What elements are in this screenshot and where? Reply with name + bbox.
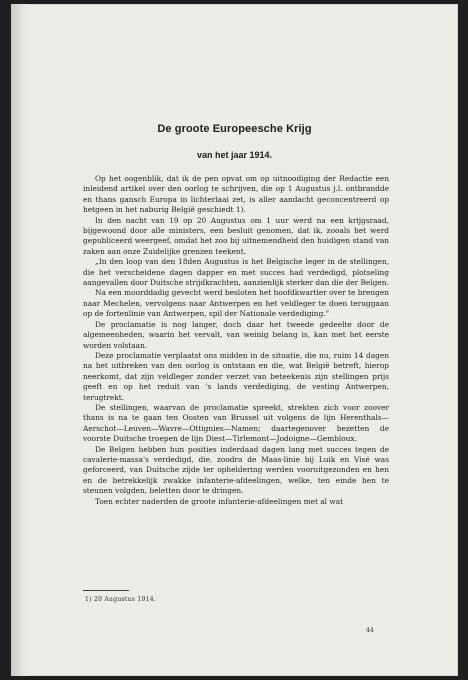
paragraph: Deze proclamatie verplaatst ons midden in de situatie, die nu, ruim 14 dagen na het uitbreken van den oorlog is ontstaan en die, wat België betreft, hierop neerkomt, dat zijn veldleger zonder verzet van beteekenis zijn stellingen prijs geeft en op het reduit van 's lands verdediging, de vesting Antwerpen, terugtrekt. — [83, 350, 389, 402]
page-number: 44 — [366, 627, 374, 634]
article-body — [83, 174, 389, 507]
article-subtitle: van het jaar 1914. — [196, 150, 273, 160]
page-gutter-shadow — [11, 4, 27, 676]
paragraph: In den nacht van 19 op 20 Augustus om 1 uur werd na een krijgsraad, bijgewoond door alle ministers, een besluit genomen, dat ik, zooals het werd gepubliceerd weergeef, omdat het zoo bij uitnemendheid den huidigen stand van zaken aan onze Zuidelijke grenzen teekent. — [83, 215, 389, 256]
paragraph: „In den loop van den 18den Augustus is het Belgische leger in de stellingen, die het verscheidene dagen dapper en met succes had verdedigd, plotseling aangevallen door Duitsche strijdkrachten, aanzienlijk sterker dan die der Belgen. — [83, 257, 389, 288]
paragraph: Na een moorddadig gevecht werd besloten het hoofdkwartier over te brengen naar Mechelen, vervolgens naar Antwerpen en het veldleger te doen teruggaan op de fortenlinie van Antwerpen, spil der Nationale verdediging." — [83, 288, 389, 319]
paragraph: De proclamatie is nog langer, doch daar het tweede gedeelte door de algemeenheden, waarin het vervalt, van weinig belang is, kan met het eerste worden volstaan. — [83, 319, 389, 350]
paragraph: Op het oogenblik, dat ik de pen opvat om op uitnoodiging der Redactie een inleidend artikel over den oorlog te schrijven, die op 1 Augustus j.l. ontbrandde en thans gansch Europa in lichterlaai zet, is aller aandacht geconcentreerd op hetgeen in het naburig België geschiedt 1). — [83, 174, 389, 215]
paragraph: De stellingen, waarvan de proclamatie spreekt, strekten zich voor zoover thans is na te gaan ten Oosten van Brussel uit volgens de lijn Herenthals—Aerschot—Leuven—Wavre—Ottignies—Namen; daartegenover bezetten de voorste Duitsche troepen de lijn Diest—Tirlemont—Jodoigne—Gembloux. — [83, 402, 389, 444]
paragraph: De Belgen hebben hun posities inderdaad dagen lang met succes tegen de cavalerie-massa's verdedigd, die, zoodra de Maas-linie bij Luik en Visé was geforceerd, van Duitsche zijde ter opheldering werden vooruitgezonden en hen en de betrekkelijk zwakke infanterie-afdeelingen, welke, ten einde hen te steunen volgden, beletten door te dringen. — [83, 444, 389, 496]
footnote-rule — [83, 590, 129, 591]
footnote: 1) 20 Augustus 1914. — [85, 596, 157, 603]
article-title: De groote Europeesche Krijg — [157, 123, 312, 135]
paragraph: Toen echter naderden de groote infanterie-afdeelingen met al wat — [95, 496, 344, 506]
book-page — [11, 4, 458, 676]
